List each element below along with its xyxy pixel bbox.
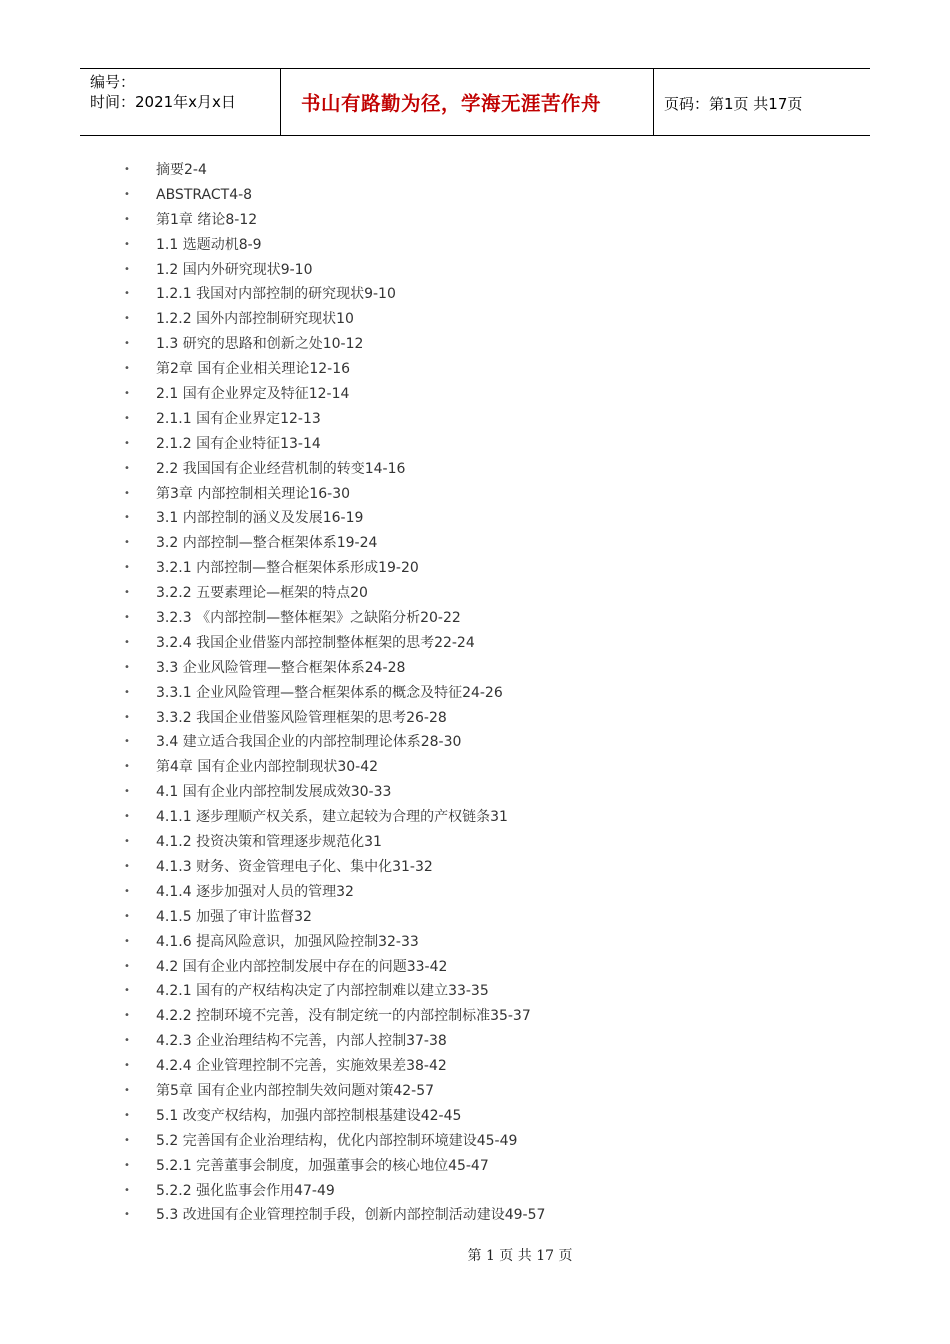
bullet-icon: •: [124, 661, 130, 673]
toc-item-label: 4.2.4 企业管理控制不完善，实施效果差38-42: [156, 1058, 447, 1075]
bullet-icon: •: [124, 238, 130, 250]
toc-item[interactable]: [124, 755, 545, 780]
bullet-icon: •: [124, 288, 130, 300]
bullet-icon: •: [124, 1134, 130, 1146]
toc-item-label: 3.2 内部控制—整合框架体系19-24: [156, 535, 378, 552]
toc-item-label: 1.2.1 我国对内部控制的研究现状9-10: [156, 286, 396, 303]
toc-item[interactable]: [124, 506, 545, 531]
toc-item-label: 摘要2-4: [156, 162, 207, 178]
bullet-icon: •: [124, 338, 130, 350]
toc-item[interactable]: [124, 730, 545, 755]
toc-item[interactable]: [124, 631, 545, 656]
toc-item-label: 3.1 内部控制的涵义及发展16-19: [156, 510, 364, 527]
toc-item[interactable]: [124, 1203, 545, 1228]
bullet-icon: •: [124, 388, 130, 400]
bullet-icon: •: [124, 1010, 130, 1022]
toc-item-label: 3.2.2 五要素理论—框架的特点20: [156, 585, 368, 602]
toc-item[interactable]: [124, 482, 545, 507]
bullet-icon: •: [124, 836, 130, 848]
bullet-icon: •: [124, 462, 130, 474]
toc-item-label: 5.2 完善国有企业治理结构，优化内部控制环境建设45-49: [156, 1132, 518, 1149]
bullet-icon: •: [124, 1084, 130, 1096]
toc-item-label: 3.4 建立适合我国企业的内部控制理论体系28-30: [156, 734, 462, 751]
bullet-icon: •: [124, 437, 130, 449]
bullet-icon: •: [124, 188, 130, 200]
toc-item[interactable]: [124, 531, 545, 556]
header-left-cell: [80, 69, 281, 135]
toc-item[interactable]: [124, 382, 545, 407]
toc-item-label: 3.3 企业风险管理—整合框架体系24-28: [156, 659, 406, 676]
bullet-icon: •: [124, 910, 130, 922]
toc-item[interactable]: [124, 905, 545, 930]
page-header: [80, 68, 870, 136]
toc-item[interactable]: [124, 830, 545, 855]
toc-item[interactable]: [124, 1029, 545, 1054]
toc-item[interactable]: [124, 258, 545, 283]
header-page-info: 页码：第1页 共17页: [664, 94, 803, 113]
toc-item[interactable]: [124, 780, 545, 805]
toc-item-label: 2.1.1 国有企业界定12-13: [156, 410, 321, 427]
toc-item[interactable]: [124, 979, 545, 1004]
bullet-icon: •: [124, 935, 130, 947]
bullet-icon: •: [124, 213, 130, 225]
bullet-icon: •: [124, 1184, 130, 1196]
toc-item-label: 1.3 研究的思路和创新之处10-12: [156, 336, 364, 353]
bullet-icon: •: [124, 263, 130, 275]
bullet-icon: •: [124, 537, 130, 549]
bullet-icon: •: [124, 786, 130, 798]
toc-item-label: 4.1.5 加强了审计监督32: [156, 908, 312, 925]
toc-item-label: 3.3.2 我国企业借鉴风险管理框架的思考26-28: [156, 709, 447, 726]
toc-item[interactable]: [124, 805, 545, 830]
header-motto-cell: [281, 69, 654, 135]
toc-item-label: 3.2.4 我国企业借鉴内部控制整体框架的思考22-24: [156, 634, 475, 651]
toc-item-label: 1.2 国内外研究现状9-10: [156, 261, 313, 278]
toc-item[interactable]: [124, 407, 545, 432]
bullet-icon: •: [124, 1209, 130, 1221]
toc-item-label: 5.2.1 完善董事会制度，加强董事会的核心地位45-47: [156, 1157, 489, 1174]
toc-item[interactable]: [124, 183, 545, 208]
toc-item[interactable]: [124, 282, 545, 307]
toc-item-label: ABSTRACT4-8: [156, 186, 253, 203]
toc-item-label: 5.3 改进国有企业管理控制手段，创新内部控制活动建设49-57: [156, 1207, 546, 1224]
toc-item[interactable]: [124, 930, 545, 955]
bullet-icon: •: [124, 1109, 130, 1121]
toc-item[interactable]: [124, 706, 545, 731]
toc-item-label: 5.1 改变产权结构，加强内部控制根基建设42-45: [156, 1107, 462, 1124]
bullet-icon: •: [124, 711, 130, 723]
toc-item[interactable]: [124, 208, 545, 233]
toc-item-label: 1.1 选题动机8-9: [156, 236, 262, 253]
toc-item[interactable]: [124, 855, 545, 880]
toc-item-label: 4.2.3 企业治理结构不完善，内部人控制37-38: [156, 1033, 447, 1050]
toc-item-label: 第4章 国有企业内部控制现状30-42: [156, 759, 379, 776]
toc-item[interactable]: [124, 158, 545, 183]
bullet-icon: •: [124, 562, 130, 574]
toc-item-label: 4.2.2 控制环境不完善，没有制定统一的内部控制标准35-37: [156, 1008, 531, 1025]
toc-item[interactable]: [124, 606, 545, 631]
toc-item-label: 2.2 我国国有企业经营机制的转变14-16: [156, 460, 406, 477]
document-time-label: 时间：2021年x月x日: [90, 93, 236, 111]
toc-item[interactable]: [124, 357, 545, 382]
bullet-icon: •: [124, 612, 130, 624]
toc-item-label: 3.3.1 企业风险管理—整合框架体系的概念及特征24-26: [156, 684, 503, 701]
toc-item-label: 4.1.6 提高风险意识，加强风险控制32-33: [156, 933, 419, 950]
toc-item[interactable]: [124, 581, 545, 606]
toc-item-label: 4.2 国有企业内部控制发展中存在的问题33-42: [156, 958, 448, 975]
toc-item-label: 4.1.4 逐步加强对人员的管理32: [156, 883, 354, 900]
bullet-icon: •: [124, 761, 130, 773]
header-page-cell: [654, 69, 870, 135]
bullet-icon: •: [124, 960, 130, 972]
toc-item[interactable]: [124, 457, 545, 482]
bullet-icon: •: [124, 736, 130, 748]
toc-item-label: 4.1.2 投资决策和管理逐步规范化31: [156, 834, 382, 851]
bullet-icon: •: [124, 636, 130, 648]
toc-item[interactable]: [124, 955, 545, 980]
toc-item[interactable]: [124, 1004, 545, 1029]
bullet-icon: •: [124, 1060, 130, 1072]
toc-item[interactable]: [124, 307, 545, 332]
toc-item-label: 2.1 国有企业界定及特征12-14: [156, 386, 350, 403]
bullet-icon: •: [124, 860, 130, 872]
toc-item-label: 3.2.3 《内部控制—整体框架》之缺陷分析20-22: [156, 610, 461, 627]
bullet-icon: •: [124, 587, 130, 599]
toc-item-label: 4.1 国有企业内部控制发展成效30-33: [156, 784, 392, 801]
bullet-icon: •: [124, 811, 130, 823]
bullet-icon: •: [124, 313, 130, 325]
bullet-icon: •: [124, 487, 130, 499]
header-motto: 书山有路勤为径，学海无涯苦作舟: [301, 92, 602, 115]
toc-item[interactable]: [124, 1179, 545, 1204]
toc-item-label: 第5章 国有企业内部控制失效问题对策42-57: [156, 1082, 435, 1099]
bullet-icon: •: [124, 164, 130, 175]
toc-item-label: 4.1.3 财务、资金管理电子化、集中化31-32: [156, 858, 433, 875]
toc-item-label: 3.2.1 内部控制—整合框架体系形成19-20: [156, 560, 419, 577]
toc-item-label: 4.1.1 逐步理顺产权关系，建立起较为合理的产权链条31: [156, 809, 508, 826]
bullet-icon: •: [124, 412, 130, 424]
toc-item[interactable]: [124, 1079, 545, 1104]
toc-item-label: 2.1.2 国有企业特征13-14: [156, 435, 321, 452]
toc-item-label: 1.2.2 国外内部控制研究现状10: [156, 311, 354, 328]
bullet-icon: •: [124, 985, 130, 997]
bullet-icon: •: [124, 1035, 130, 1047]
table-of-contents: [124, 158, 545, 1228]
toc-item-label: 4.2.1 国有的产权结构决定了内部控制难以建立33-35: [156, 983, 489, 1000]
bullet-icon: •: [124, 885, 130, 897]
toc-item[interactable]: [124, 1154, 545, 1179]
toc-item[interactable]: [124, 1054, 545, 1079]
toc-item[interactable]: [124, 656, 545, 681]
toc-item-label: 第1章 绪论8-12: [156, 211, 258, 228]
toc-item[interactable]: [124, 233, 545, 258]
toc-item-label: 第2章 国有企业相关理论12-16: [156, 361, 351, 378]
bullet-icon: •: [124, 512, 130, 524]
bullet-icon: •: [124, 1159, 130, 1171]
toc-item[interactable]: [124, 880, 545, 905]
bullet-icon: •: [124, 686, 130, 698]
toc-item[interactable]: [124, 556, 545, 581]
toc-item[interactable]: [124, 1104, 545, 1129]
document-number-label: 编号：: [90, 73, 136, 91]
toc-item[interactable]: [124, 332, 545, 357]
toc-item-label: 第3章 内部控制相关理论16-30: [156, 485, 351, 502]
toc-item[interactable]: [124, 1129, 545, 1154]
toc-item[interactable]: [124, 432, 545, 457]
page-footer: 第 1 页 共 17 页: [467, 1248, 573, 1264]
toc-item-label: 5.2.2 强化监事会作用47-49: [156, 1182, 335, 1199]
bullet-icon: •: [124, 363, 130, 375]
toc-item[interactable]: [124, 681, 545, 706]
